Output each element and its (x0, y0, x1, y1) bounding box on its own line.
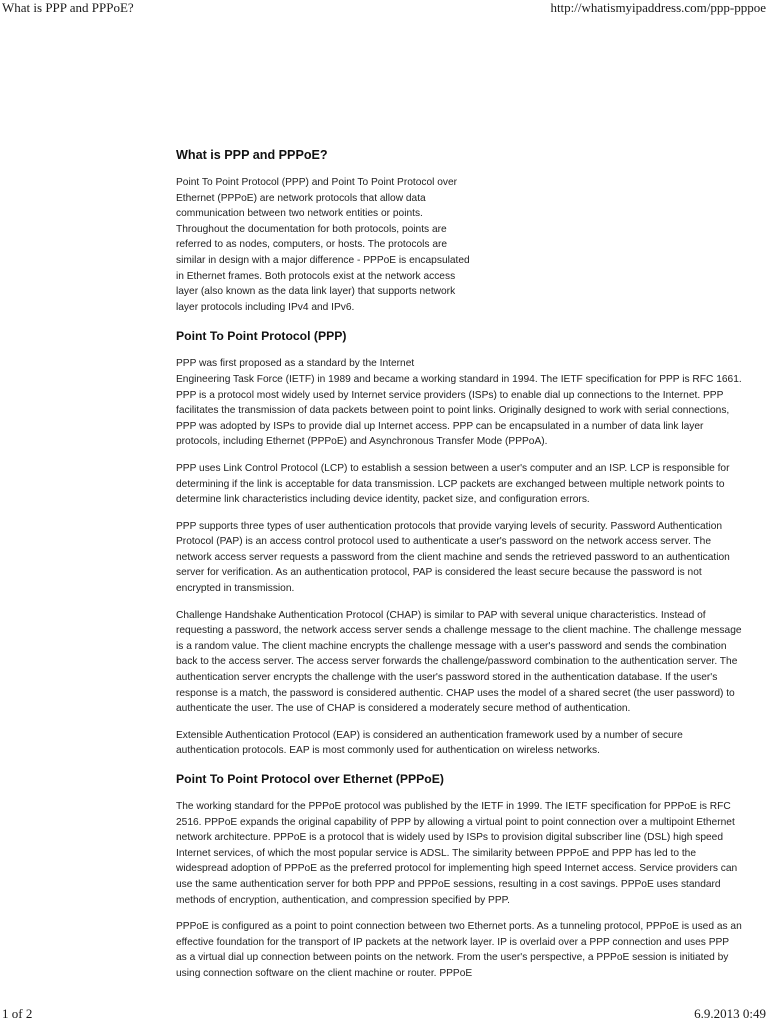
ppp-paragraph-1-first-line: PPP was first proposed as a standard by the Internet (176, 358, 415, 370)
article-title: What is PPP and PPPoE? (176, 148, 328, 162)
pppoe-paragraph-1: The working standard for the PPPoE protocol was published by the IETF in 1999. The IETF specification for PPPoE is RFC 2516. PPPoE expands the original capability of PPP by allowing a virtual point to point connection over a multipoint Ethernet network architecture. PPPoE is a protocol that is widely used by ISPs to provision digital subscriber line (DSL) high speed Internet services, of which the most popular service is ADSL. The similarity between PPPoE and PPP has led to the widespread adoption of PPPoE as the preferred protocol for implementing high speed Internet access. Service providers can use the same authentication server for both PPP and PPPoE sessions, resulting in a cost savings. PPPoE uses standard methods of encryption, authentication, and compression specified by PPP. (176, 801, 738, 906)
print-footer-timestamp: 6.9.2013 0:49 (694, 1006, 766, 1021)
ppp-paragraph-2: PPP uses Link Control Protocol (LCP) to establish a session between a user's computer and an ISP. LCP is responsible for determining if the link is acceptable for data transmission. LCP packets are exchanged between multiple network points to determine link characteristics including device identity, packet size, and configuration errors. (176, 462, 730, 506)
print-footer-page-count: 1 of 2 (2, 1006, 35, 1022)
print-header-url: http://whatismyipaddress.com/ppp-pppoe (550, 0, 766, 15)
ppp-paragraph-4: Challenge Handshake Authentication Protocol (CHAP) is similar to PAP with several unique characteristics. Instead of requesting a password, the network access server sends a challenge message to the client machine. The challenge message is a random value. The client machine encrypts the challenge message with a user's password and sends the combination back to the access server. The access server forwards the challenge/password combination to the authentication server. The authentication server encrypts the challenge with the user's password stored in the authentication database. If the user's response is a match, the password is considered authentic. CHAP uses the model of a shared secret (the user password) to authenticate the user. The use of CHAP is considered a moderately secure method of authentication. (176, 609, 742, 715)
article-intro: Point To Point Protocol (PPP) and Point To Point Protocol over Ethernet (PPPoE) are network protocols that allow data communication between two network entities or points. Throughout the documentation for both protocols, points are referred to as nodes, computers, or hosts. The protocols are similar in design with a major difference - PPPoE is encapsulated in Ethernet frames. Both protocols exist at the network access layer (also known as the data link layer) that supports network layer protocols including IPv4 and IPv6. (176, 177, 470, 313)
ppp-paragraph-5: Extensible Authentication Protocol (EAP) is considered an authentication framework used by a number of secure authentication protocols. EAP is most commonly used for authentication on wireless networks. (176, 729, 683, 757)
ppp-paragraph-3: PPP supports three types of user authentication protocols that provide varying levels of security. Password Authentication Protocol (PAP) is an access control protocol used to authenticate a user's password on the network access server. The network access server requests a password from the client machine and sends the retrieved password to an authentication server for verification. As an authentication protocol, PAP is considered the least secure because the password is not encrypted in transmission. (176, 520, 730, 595)
section-heading-ppp: Point To Point Protocol (PPP) (176, 329, 347, 344)
ppp-paragraph-1-rest: Engineering Task Force (IETF) in 1989 and became a working standard in 1994. The IETF specification for PPP is RFC 1661. PPP is a protocol most widely used by Internet service providers (ISPs) to enable dial up connections to the Internet. PPP facilitates the transmission of data packets between point to point links. Originally designed to work with serial connections, PPP was adopted by ISPs to provide dial up Internet access. PPP can be encapsulated in a number of data link layer protocols, including Ethernet (PPPoE) and Asynchronous Transfer Mode (PPPoA). (176, 373, 742, 448)
section-heading-pppoe: Point To Point Protocol over Ethernet (PPPoE) (176, 772, 444, 786)
pppoe-paragraph-2: PPPoE is configured as a point to point connection between two Ethernet ports. As a tunneling protocol, PPPoE is used as an effective foundation for the transport of IP packets at the network layer. IP is overlaid over a PPP connection and uses PPP as a virtual dial up connection between points on the network. From the user's perspective, a PPPoE session is initiated by using connection software on the client machine or router. PPPoE (176, 921, 742, 979)
article (176, 146, 742, 993)
ppp-paragraph-1 (176, 356, 742, 450)
print-header-title: What is PPP and PPPoE? (2, 0, 134, 15)
